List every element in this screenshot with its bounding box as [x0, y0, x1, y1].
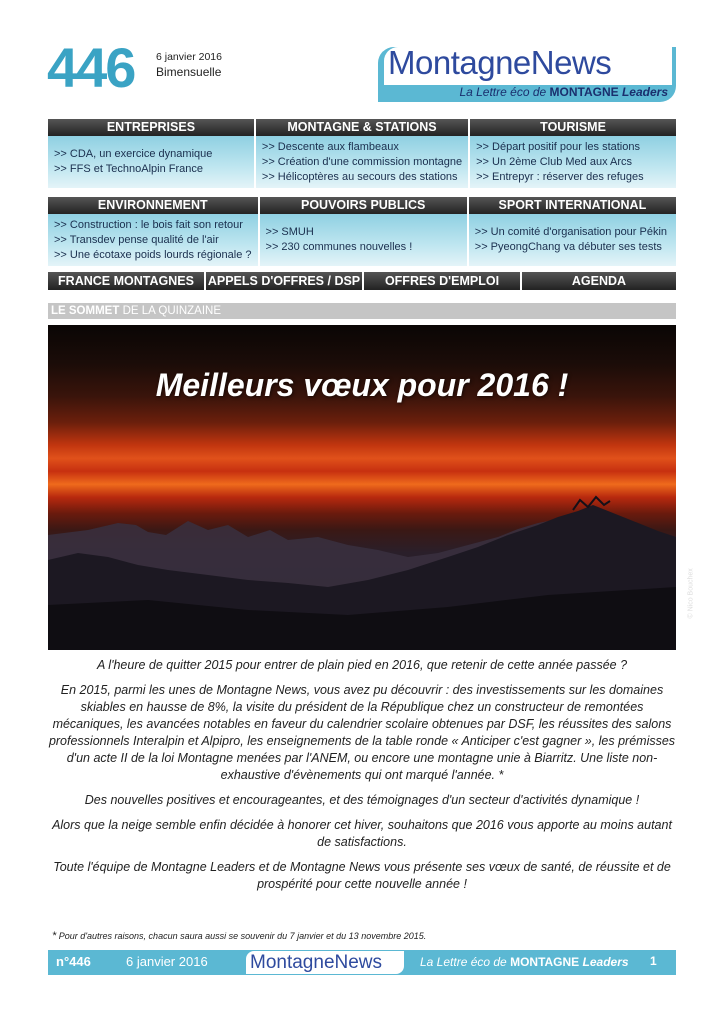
footer-issue: n°446	[56, 954, 91, 969]
article-paragraph: En 2015, parmi les unes de Montagne News, vous avez pu découvrir : des investissements sur les domaines skiables en hausse de 8%, la visite du président de la République chez un constructeur de remontées mécaniques, les avancées notables en faveur du calendrier scolaire obtenues par DSF, les réussites des salons professionnels Interalpin et Alpipro, les enseignements de la table ronde « Anticiper c'est gagner », les prémisses d'un acte II de la loi Montagne menées par l'ANEM, ou encore une montagne unie à Biarritz. Une liste non-exhaustive d'évènements qui ont marqué l'année. *	[48, 683, 676, 782]
section-title[interactable]: ENVIRONNEMENT	[48, 197, 258, 214]
section-sport-international	[469, 197, 676, 266]
nav-agenda[interactable]: AGENDA	[522, 272, 676, 290]
photo-credit: © Nico Bouchex	[687, 568, 695, 619]
section-link[interactable]: >> SMUH	[265, 226, 314, 238]
section-links	[260, 214, 467, 266]
section-title[interactable]: POUVOIRS PUBLICS	[260, 197, 467, 214]
section-link[interactable]: >> Descente aux flambeaux	[261, 140, 399, 153]
section-link[interactable]: >> Hélicoptères au secours des stations	[261, 170, 458, 183]
section-link[interactable]: >> CDA, un exercice dynamique	[54, 148, 213, 160]
sunset-photo	[48, 325, 695, 650]
section-link[interactable]: >> Entrepyr : réserver des refuges	[476, 170, 644, 183]
section-pouvoirs-publics	[260, 197, 469, 266]
section-link[interactable]: >> Création d'une commission montagne	[261, 155, 463, 168]
section-tourisme	[470, 119, 676, 188]
footer-tagline-suffix: Leaders	[582, 955, 629, 969]
nav-offres-emploi[interactable]: OFFRES D'EMPLOI	[364, 272, 522, 290]
article-paragraph: Des nouvelles positives et encourageantes, et des témoignages d'un secteur d'activités dynamique !	[84, 793, 640, 807]
section-link[interactable]: >> PyeongChang va débuter ses tests	[474, 241, 662, 253]
issue-date: 6 janvier 2016	[156, 51, 222, 63]
section-link[interactable]: >> 230 communes nouvelles !	[265, 241, 413, 253]
sommet-bold: LE SOMMET	[51, 305, 120, 317]
tagline-suffix: Leaders	[621, 85, 668, 99]
issue-number: 446	[47, 36, 135, 99]
section-title[interactable]: ENTREPRISES	[48, 119, 254, 136]
issue-meta	[156, 50, 222, 80]
section-links	[48, 214, 258, 266]
section-entreprises	[48, 119, 256, 188]
article-paragraph: A l'heure de quitter 2015 pour entrer de plain pied en 2016, que retenir de cette année passée ?	[96, 658, 628, 672]
footer-logo[interactable]	[246, 951, 404, 974]
section-links	[48, 136, 254, 188]
sections-row-1	[48, 119, 676, 188]
section-heading	[48, 303, 676, 319]
footer-tagline-brand: MONTAGNE	[510, 955, 580, 969]
section-link[interactable]: >> Construction : le bois fait son retour	[54, 218, 243, 231]
article-body	[48, 657, 676, 901]
tagline-prefix: La Lettre éco de	[459, 85, 547, 99]
section-environnement	[48, 197, 260, 266]
page-footer	[48, 950, 676, 975]
section-title[interactable]: MONTAGNE & STATIONS	[256, 119, 468, 136]
article-paragraph: Alors que la neige semble enfin décidée à honorer cet hiver, souhaitons que 2016 vous apporte au moins autant de satisfactions.	[52, 818, 672, 849]
footer-brand-text: MontagneNews	[250, 952, 383, 973]
section-link[interactable]: >> Un 2ème Club Med aux Arcs	[476, 155, 633, 168]
section-link[interactable]: >> Départ positif pour les stations	[476, 140, 640, 153]
footer-tagline	[420, 955, 629, 969]
footnote-star: *	[52, 930, 57, 942]
section-title[interactable]: SPORT INTERNATIONAL	[469, 197, 676, 214]
footnote	[52, 930, 426, 942]
section-links	[256, 136, 468, 188]
section-link[interactable]: >> Un comité d'organisation pour Pékin	[474, 226, 668, 238]
issue-frequency: Bimensuelle	[156, 65, 222, 79]
brand-logo[interactable]: MontagneNews	[388, 44, 612, 81]
photo-headline: Meilleurs vœux pour 2016 !	[155, 367, 569, 403]
page-number: 1	[650, 954, 657, 968]
section-links	[469, 214, 676, 266]
section-link[interactable]: >> FFS et TechnoAlpin France	[54, 163, 203, 175]
footnote-text: Pour d'autres raisons, chacun saura aussi se souvenir du 7 janvier et du 13 novembre 2015.	[58, 931, 427, 941]
tagline-brand: MONTAGNE	[549, 85, 619, 99]
nav-appels-offres[interactable]: APPELS D'OFFRES / DSP	[206, 272, 364, 290]
section-link[interactable]: >> Une écotaxe poids lourds régionale ?	[54, 248, 252, 261]
sections-row-2	[48, 197, 676, 266]
nav-france-montagnes[interactable]: FRANCE MONTAGNES	[48, 272, 206, 290]
brand-tagline	[378, 85, 668, 99]
article-paragraph: Toute l'équipe de Montagne Leaders et de Montagne News vous présente ses vœux de santé, de réussite et de prospérité pour cette nouvelle année !	[53, 860, 671, 891]
section-link[interactable]: >> Transdev pense qualité de l'air	[54, 233, 219, 246]
footer-date: 6 janvier 2016	[126, 954, 208, 969]
sommet-rest: DE LA QUINZAINE	[122, 305, 221, 317]
section-title[interactable]: TOURISME	[470, 119, 676, 136]
footer-tagline-prefix: La Lettre éco de	[420, 955, 507, 969]
section-montagne-stations	[256, 119, 470, 188]
category-nav	[48, 272, 676, 290]
section-links	[470, 136, 676, 188]
